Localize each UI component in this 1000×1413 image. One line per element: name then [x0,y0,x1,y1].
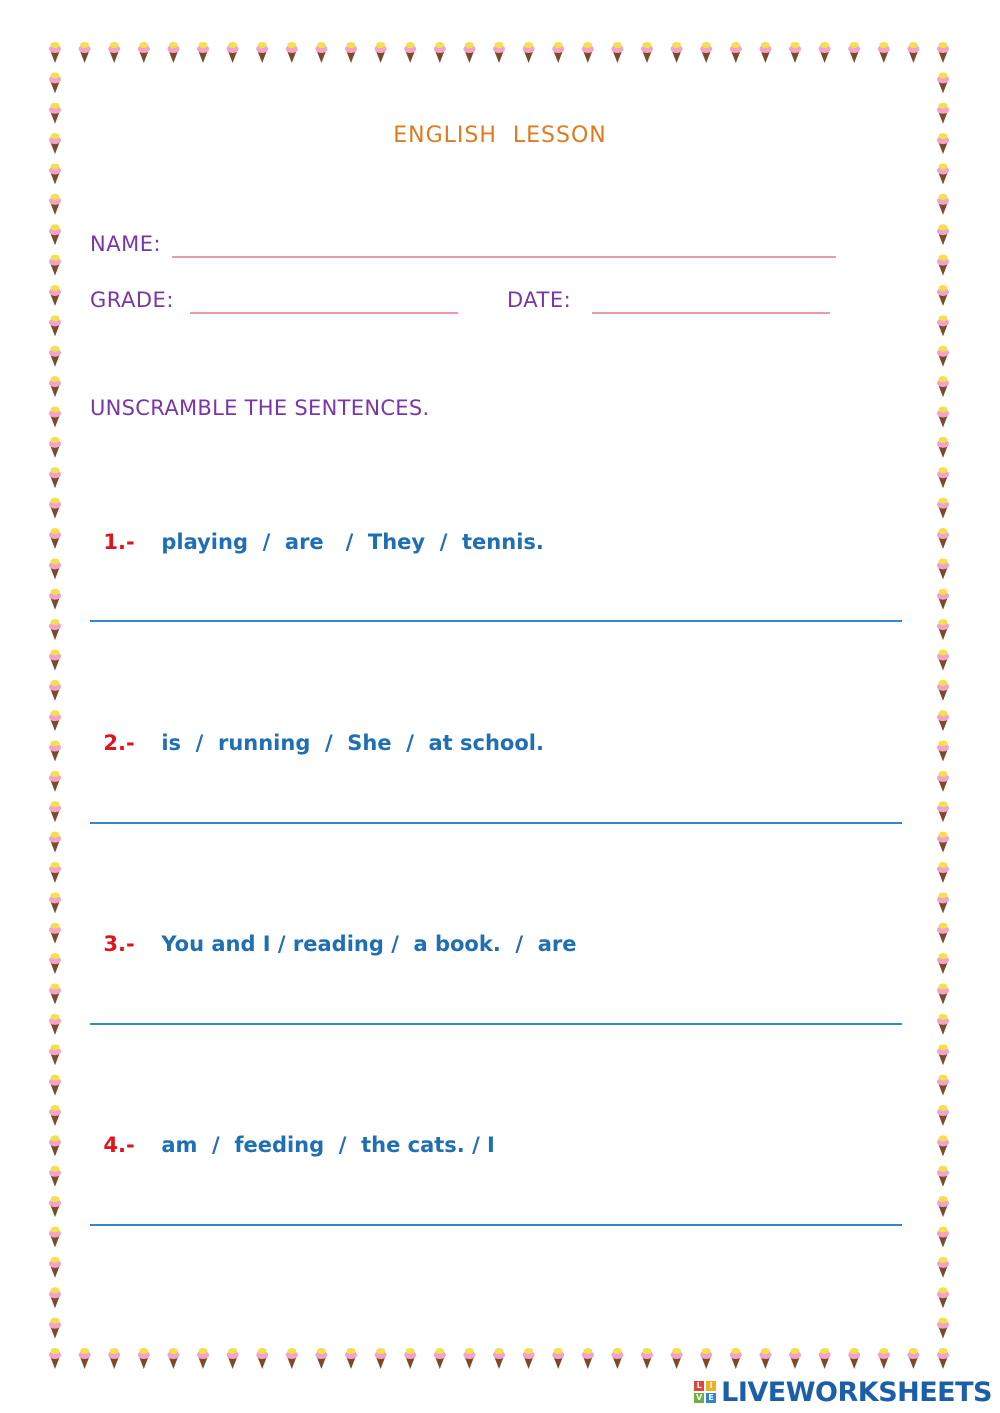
ice-cream-cone-icon [523,42,535,63]
logo-letter: L [694,1381,704,1391]
ice-cream-cone-icon [49,437,61,458]
ice-cream-cone-icon [49,589,61,610]
question-2 [90,707,544,755]
ice-cream-cone-icon [167,1348,179,1369]
ice-cream-cone-icon [256,1348,268,1369]
ice-cream-cone-icon [937,224,949,245]
ice-cream-cone-icon [937,1318,949,1339]
question-number: 2.- [103,731,135,755]
ice-cream-cone-icon [552,1348,564,1369]
question-1 [90,506,544,554]
ice-cream-cone-icon [937,1287,949,1308]
logo-letter: E [706,1393,716,1403]
ice-cream-cone-icon [611,42,623,63]
answer-field-3[interactable] [90,1023,902,1025]
ice-cream-cone-icon [582,1348,594,1369]
ice-cream-cone-icon [49,1044,61,1065]
ice-cream-cone-icon [49,649,61,670]
ice-cream-cone-icon [49,680,61,701]
name-field[interactable] [172,256,836,258]
ice-cream-cone-icon [878,42,890,63]
ice-cream-cone-icon [49,224,61,245]
ice-cream-cone-icon [937,801,949,822]
ice-cream-cone-icon [789,42,801,63]
ice-cream-cone-icon [49,467,61,488]
ice-cream-cone-icon [49,376,61,397]
ice-cream-cone-icon [49,103,61,124]
ice-cream-cone-icon [49,1166,61,1187]
ice-cream-cone-icon [848,1348,860,1369]
ice-cream-cone-icon [937,892,949,913]
ice-cream-cone-icon [227,42,239,63]
answer-field-2[interactable] [90,822,902,824]
ice-cream-cone-icon [552,42,564,63]
ice-cream-cone-icon [848,42,860,63]
ice-cream-cone-icon [286,42,298,63]
ice-cream-cone-icon [937,1014,949,1035]
ice-cream-cone-icon [937,346,949,367]
answer-field-4[interactable] [90,1224,902,1226]
question-3 [90,908,576,956]
ice-cream-cone-icon [49,406,61,427]
ice-cream-cone-icon [49,1075,61,1096]
ice-cream-cone-icon [49,1227,61,1248]
ice-cream-cone-icon [463,42,475,63]
ice-cream-cone-icon [937,437,949,458]
ice-cream-cone-icon [937,984,949,1005]
ice-cream-cone-icon [49,953,61,974]
ice-cream-cone-icon [582,42,594,63]
ice-cream-cone-icon [937,255,949,276]
date-field[interactable] [592,312,830,314]
ice-cream-cone-icon [227,1348,239,1369]
ice-cream-cone-icon [937,528,949,549]
ice-cream-cone-icon [937,406,949,427]
logo-mark-icon [694,1381,716,1403]
liveworksheets-logo [694,1375,992,1409]
ice-cream-cone-icon [463,1348,475,1369]
grade-label: GRADE: [90,288,174,312]
ice-cream-cone-icon [937,42,949,63]
ice-cream-cone-icon [49,346,61,367]
ice-cream-cone-icon [937,1166,949,1187]
ice-cream-cone-icon [138,42,150,63]
ice-cream-cone-icon [404,1348,416,1369]
ice-cream-cone-icon [937,710,949,731]
ice-cream-cone-icon [671,1348,683,1369]
question-text: You and I / reading / a book. / are [161,932,577,956]
ice-cream-cone-icon [937,1044,949,1065]
question-4 [90,1109,495,1157]
ice-cream-cone-icon [493,1348,505,1369]
ice-cream-cone-icon [937,589,949,610]
question-text: am / feeding / the cats. / I [161,1133,495,1157]
ice-cream-cone-icon [937,498,949,519]
ice-cream-cone-icon [49,741,61,762]
ice-cream-cone-icon [49,255,61,276]
ice-cream-cone-icon [49,1318,61,1339]
ice-cream-cone-icon [937,285,949,306]
ice-cream-cone-icon [197,42,209,63]
ice-cream-cone-icon [937,1105,949,1126]
ice-cream-cone-icon [878,1348,890,1369]
ice-cream-cone-icon [937,1257,949,1278]
ice-cream-cone-icon [49,194,61,215]
question-text: is / running / She / at school. [161,731,544,755]
ice-cream-cone-icon [49,710,61,731]
ice-cream-cone-icon [819,1348,831,1369]
ice-cream-cone-icon [49,862,61,883]
ice-cream-cone-icon [49,42,61,63]
logo-letter: I [706,1381,716,1391]
ice-cream-cone-icon [49,1135,61,1156]
ice-cream-cone-icon [641,1348,653,1369]
ice-cream-cone-icon [671,42,683,63]
ice-cream-cone-icon [937,832,949,853]
ice-cream-cone-icon [79,42,91,63]
ice-cream-cone-icon [937,1135,949,1156]
ice-cream-cone-icon [759,42,771,63]
ice-cream-cone-icon [937,680,949,701]
ice-cream-cone-icon [345,42,357,63]
ice-cream-cone-icon [256,42,268,63]
ice-cream-cone-icon [819,42,831,63]
ice-cream-cone-icon [79,1348,91,1369]
date-label: DATE: [507,288,572,312]
ice-cream-cone-icon [49,1014,61,1035]
ice-cream-cone-icon [49,528,61,549]
ice-cream-cone-icon [937,315,949,336]
ice-cream-cone-icon [108,42,120,63]
ice-cream-cone-icon [907,1348,919,1369]
ice-cream-cone-icon [49,619,61,640]
ice-cream-cone-icon [937,376,949,397]
ice-cream-cone-icon [937,619,949,640]
ice-cream-cone-icon [730,1348,742,1369]
ice-cream-cone-icon [907,42,919,63]
ice-cream-cone-icon [49,1348,61,1369]
ice-cream-cone-icon [937,163,949,184]
ice-cream-cone-icon [937,194,949,215]
ice-cream-cone-icon [937,1348,949,1369]
ice-cream-cone-icon [937,1227,949,1248]
ice-cream-cone-icon [937,953,949,974]
question-number: 1.- [103,530,135,554]
ice-cream-cone-icon [434,42,446,63]
ice-cream-cone-icon [197,1348,209,1369]
ice-cream-cone-icon [937,741,949,762]
ice-cream-cone-icon [49,1105,61,1126]
ice-cream-cone-icon [49,315,61,336]
ice-cream-cone-icon [345,1348,357,1369]
ice-cream-cone-icon [759,1348,771,1369]
ice-cream-cone-icon [167,42,179,63]
ice-cream-cone-icon [375,42,387,63]
ice-cream-cone-icon [49,498,61,519]
ice-cream-cone-icon [730,42,742,63]
ice-cream-cone-icon [49,892,61,913]
ice-cream-cone-icon [937,862,949,883]
ice-cream-cone-icon [404,42,416,63]
ice-cream-cone-icon [937,467,949,488]
ice-cream-cone-icon [434,1348,446,1369]
ice-cream-cone-icon [49,801,61,822]
question-number: 4.- [103,1133,135,1157]
ice-cream-cone-icon [49,1196,61,1217]
ice-cream-cone-icon [523,1348,535,1369]
ice-cream-cone-icon [937,558,949,579]
ice-cream-cone-icon [315,42,327,63]
ice-cream-cone-icon [49,1287,61,1308]
question-text: playing / are / They / tennis. [161,530,544,554]
answer-field-1[interactable] [90,620,902,622]
ice-cream-cone-icon [315,1348,327,1369]
ice-cream-cone-icon [937,649,949,670]
question-number: 3.- [103,932,135,956]
ice-cream-cone-icon [375,1348,387,1369]
ice-cream-cone-icon [49,984,61,1005]
ice-cream-cone-icon [937,72,949,93]
ice-cream-cone-icon [49,558,61,579]
ice-cream-cone-icon [286,1348,298,1369]
ice-cream-cone-icon [49,771,61,792]
ice-cream-cone-icon [789,1348,801,1369]
ice-cream-cone-icon [700,1348,712,1369]
ice-cream-cone-icon [641,42,653,63]
ice-cream-cone-icon [49,1257,61,1278]
ice-cream-cone-icon [937,923,949,944]
ice-cream-cone-icon [937,771,949,792]
name-label: NAME: [90,232,162,256]
logo-text: LIVEWORKSHEETS [721,1376,992,1408]
ice-cream-cone-icon [493,42,505,63]
ice-cream-cone-icon [49,832,61,853]
ice-cream-cone-icon [937,103,949,124]
ice-cream-cone-icon [937,1196,949,1217]
ice-cream-cone-icon [700,42,712,63]
ice-cream-cone-icon [49,923,61,944]
page-title: ENGLISH LESSON [393,123,607,148]
ice-cream-cone-icon [49,72,61,93]
ice-cream-cone-icon [49,285,61,306]
ice-cream-cone-icon [108,1348,120,1369]
ice-cream-cone-icon [937,1075,949,1096]
ice-cream-cone-icon [138,1348,150,1369]
ice-cream-cone-icon [611,1348,623,1369]
ice-cream-cone-icon [49,163,61,184]
instruction-heading: UNSCRAMBLE THE SENTENCES. [90,396,430,420]
grade-field[interactable] [190,312,458,314]
logo-letter: V [696,1393,703,1402]
